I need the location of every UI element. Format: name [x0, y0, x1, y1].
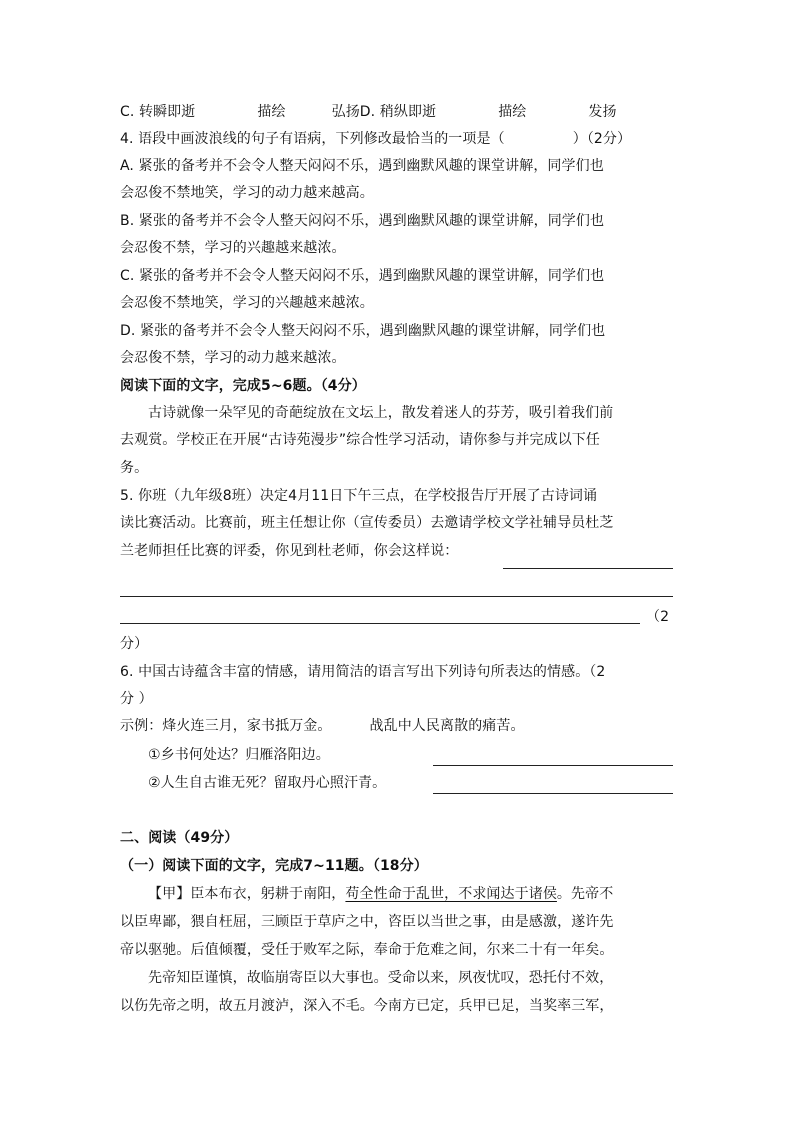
reading-5-6-para-line3: 务。: [120, 460, 149, 476]
q5-answer-line-3[interactable]: [120, 623, 640, 624]
q4-option-a-line1: A. 紧张的备考并不会令人整天闷闷不乐，遇到幽默风趣的课堂讲解，同学们也: [120, 158, 604, 174]
section2-heading: 二、阅读（49分）: [120, 830, 239, 846]
q4-option-c-line1: C. 紧张的备考并不会令人整天闷闷不乐，遇到幽默风趣的课堂讲解，同学们也: [120, 268, 605, 284]
option-c-word3: 弘扬: [331, 104, 360, 120]
q5-score-b: 分）: [120, 636, 149, 652]
q5-line3-text: 兰老师担任比赛的评委，你见到杜老师，你会这样说：: [120, 543, 459, 559]
q6-line2: 分 ）: [120, 691, 153, 707]
jia-para2-line1: 先帝知臣谨慎，故临崩寄臣以大事也。受命以来，夙夜忧叹，恐托付不效，: [148, 970, 614, 986]
q5-line1: 5. 你班（九年级8班）决定4月11日下午三点，在学校报告厅开展了古诗词诵: [120, 488, 598, 504]
q6-item2: ②人生自古谁无死？留取丹心照汗青。: [148, 775, 387, 791]
q4-stem: [120, 130, 676, 148]
q5-answer-line-1[interactable]: [503, 568, 673, 569]
q6-example: [120, 717, 676, 735]
jia-para1-line3: 帝以驱驰。后值倾覆，受任于败军之际，奉命于危难之间，尔来二十有一年矣。: [120, 942, 614, 958]
q5-score-a: （2: [646, 609, 670, 625]
q4-option-d-line2: 会忍俊不禁，学习的动力越来越浓。: [120, 350, 346, 366]
option-d-word2: 描绘: [498, 104, 527, 120]
q4-stem-score: ）（2分）: [572, 131, 632, 147]
q4-stem-text: 4. 语段中画波浪线的句子有语病，下列修改最恰当的一项是（: [120, 131, 505, 147]
q3-options-cd: [120, 103, 676, 121]
section2-sub-heading: （一）阅读下面的文字，完成7~11题。（18分）: [120, 858, 428, 874]
q5-line2: 读比赛活动。比赛前，班主任想让你（宣传委员）去邀请学校文学社辅导员杜芝: [120, 515, 614, 531]
q5-answer-line-2[interactable]: [120, 596, 673, 597]
jia-tag: 【甲】: [148, 886, 191, 902]
q4-option-d-line1: D. 紧张的备考并不会令人整天闷闷不乐，遇到幽默风趣的课堂讲解，同学们也: [120, 323, 606, 339]
jia-para1-text-b: 。先帝不: [556, 886, 614, 902]
q6-item1: ①乡书何处达？归雁洛阳边。: [148, 747, 330, 763]
jia-para2-line2: 以伤先帝之明，故五月渡泸，深入不毛。今南方已定，兵甲已足，当奖率三军，: [120, 998, 614, 1014]
option-d-word3: 发扬: [588, 104, 617, 120]
option-d-label: D. 稍纵即逝: [359, 104, 437, 120]
option-c-word2: 描绘: [257, 104, 286, 120]
q6-example-answer: 战乱中人民离散的痛苦。: [369, 718, 525, 734]
q4-option-b-line2: 会忍俊不禁，学习的兴趣越来越浓。: [120, 240, 346, 256]
q4-option-a-line2: 会忍俊不禁地笑，学习的动力越来越高。: [120, 185, 374, 201]
reading-5-6-heading: 阅读下面的文字，完成5~6题。（4分）: [120, 378, 366, 394]
option-c-label: C. 转瞬即逝: [120, 104, 196, 120]
q5-line3: [120, 542, 676, 560]
q4-option-c-line2: 会忍俊不禁地笑，学习的兴趣越来越浓。: [120, 295, 374, 311]
reading-5-6-para-line1: 古诗就像一朵罕见的奇葩绽放在文坛上，散发着迷人的芬芳，吸引着我们前: [148, 405, 614, 421]
jia-underlined-sentence: 苟全性命于乱世，不求闻达于诸侯: [345, 886, 557, 902]
q6-item1-answer-line[interactable]: [433, 765, 673, 766]
q6-example-poem: 示例：烽火连三月，家书抵万金。: [120, 718, 332, 734]
jia-para1-text-a: 臣本布衣，躬耕于南阳，: [190, 886, 346, 902]
reading-5-6-para-line2: 去观赏。学校正在开展“古诗苑漫步”综合性学习活动，请你参与并完成以下任: [120, 432, 601, 448]
q6-line1: 6. 中国古诗蕴含丰富的情感，请用简洁的语言写出下列诗句所表达的情感。（2: [120, 664, 606, 680]
jia-para1-line1: [148, 885, 704, 903]
q4-option-b-line1: B. 紧张的备考并不会令人整天闷闷不乐，遇到幽默风趣的课堂讲解，同学们也: [120, 213, 605, 229]
q6-item2-answer-line[interactable]: [433, 793, 673, 794]
jia-para1-line2: 以臣卑鄙，猥自枉屈，三顾臣于草庐之中，咨臣以当世之事，由是感激，遂许先: [120, 914, 614, 930]
